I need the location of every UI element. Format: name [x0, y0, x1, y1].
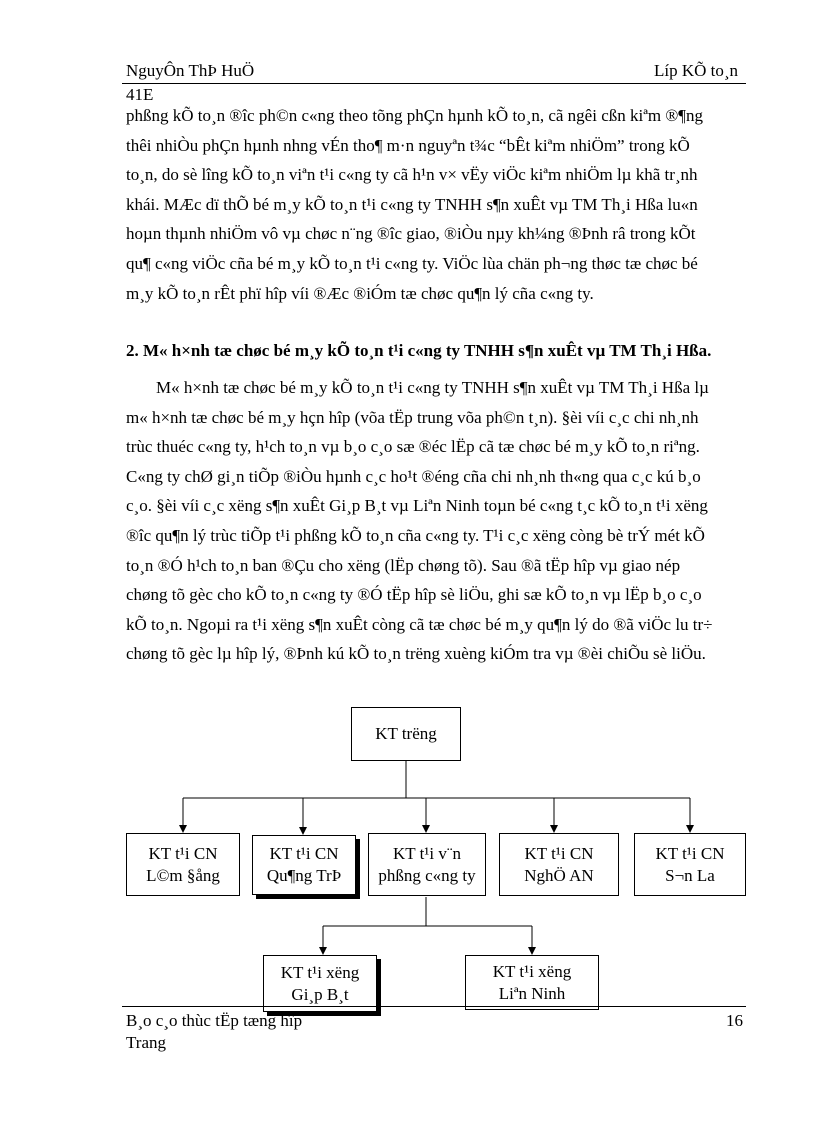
paragraph-line: chøng tõ gèc lµ hîp lý, ®Þnh kú kÕ to¸n trëng xuèng kiÓm tra vµ ®èi chiÕu sè liÖu. [126, 644, 706, 664]
org-box-label: KT t¹i CN [269, 844, 339, 863]
org-box-label: S¬n La [665, 865, 715, 885]
org-box-label: KT t¹i xëng [280, 962, 360, 982]
paragraph-line: khái. MÆc dï thÕ bé m¸y kÕ to¸n t¹i c«ng ty TNHH s¶n xuÊt vµ TM Th¸i Hßa lu«n [126, 194, 698, 214]
org-box-label: L©m §ång [146, 865, 220, 885]
paragraph-line: chøng tõ gèc cho kÕ to¸n c«ng ty ®Ó tËp hîp sè liÖu, ghi sæ kÕ to¸n vµ lËp b¸o c¸o [126, 585, 702, 605]
footer-trang: Trang [126, 1033, 166, 1052]
header-author: NguyÔn ThÞ HuÖ [126, 61, 255, 80]
header-class-number: 41E [126, 85, 154, 104]
org-box-label: KT t¹i xëng [492, 961, 572, 981]
paragraph-line: c¸o. §èi víi c¸c xëng s¶n xuÊt Gi¸p B¸t vµ Liªn Ninh toµn bé c«ng t¸c kÕ to¸n t¹i xëng [126, 496, 708, 516]
section-heading: 2. M« h×nh tæ chøc bé m¸y kÕ to¸n t¹i c«ng ty TNHH s¶n xuÊt vµ TM Th¸i Hßa. [126, 341, 712, 360]
org-box-workshop-giap-bat [263, 955, 377, 1012]
paragraph-line: thêi nhiÒu phÇn hµnh nhng vÉn tho¶ m·n nguyªn t¾c “bÊt kiªm nhiÖm” trong kÕ [126, 135, 690, 155]
org-box-label: Liªn Ninh [498, 983, 566, 1003]
paragraph-line: phßng kÕ to¸n ®îc ph©n c«ng theo tõng phÇn hµnh kÕ to¸n, cã ngêi cßn kiªm ®¶ng [126, 106, 704, 125]
org-box-branch-quang-tri [252, 835, 356, 895]
org-box-label: KT t¹i CN [524, 843, 594, 863]
paragraph-line: C«ng ty chØ gi¸n tiÕp ®iÒu hµnh c¸c ho¹t ®éng cña chi nh¸nh th«ng qua c¸c kú b¸o [126, 466, 701, 486]
org-box-workshop-lien-ninh [465, 955, 599, 1010]
paragraph-line: trùc thuéc c«ng ty, h¹ch to¸n vµ b¸o c¸o sæ ®éc lËp cã tæ chøc bé m¸y kÕ to¸n riªng. [126, 437, 700, 457]
org-box-label: KT t¹i CN [655, 843, 725, 863]
paragraph-line: kÕ to¸n. Ngoµi ra t¹i xëng s¶n xuÊt còng cã tæ chøc bé m¸y qu¶n lý do ®ã viÖc lu tr÷ [126, 614, 713, 634]
org-box-branch-nghe-an [499, 833, 619, 896]
org-box-label: Qu¶ng TrÞ [266, 866, 342, 885]
org-box-label: phßng c«ng ty [378, 865, 476, 885]
org-box-branch-lam-dong [126, 833, 240, 896]
paragraph-line: to¸n, do sè lîng kÕ to¸n viªn t¹i c«ng ty cã h¹n v× vËy viÖc kiªm nhiÖm lµ khã tr¸nh [126, 165, 698, 185]
org-box-label: KT t¹i CN [148, 843, 218, 863]
header-class: Líp KÕ to¸n [654, 61, 739, 80]
org-box-label: KT trëng [375, 724, 437, 743]
footer-rule [122, 1006, 746, 1007]
paragraph-line: m« h×nh tæ chøc bé m¸y hçn hîp (võa tËp trung võa ph©n t¸n). §èi víi c¸c chi nh¸nh [126, 407, 699, 427]
paragraph-line: M« h×nh tæ chøc bé m¸y kÕ to¸n t¹i c«ng ty TNHH s¶n xuÊt vµ TM Th¸i Hßa lµ [156, 378, 709, 397]
paragraph-line: hoµn thµnh nhiÖm vô vµ chøc n¨ng ®îc giao, ®iÒu nµy kh¼ng ®Þnh râ trong kÕt [126, 224, 696, 244]
footer-title: B¸o c¸o thùc tËp tæng hîp [126, 1011, 303, 1030]
org-box-label: KT t¹i v¨n [392, 843, 462, 863]
paragraph-line: to¸n ®Ó h¹ch to¸n ban ®Çu cho xëng (lËp chøng tõ). Sau ®ã tËp hîp vµ giao nép [126, 555, 681, 575]
footer-page-number: 16 [726, 1011, 743, 1030]
org-box-chief-accountant [351, 707, 461, 761]
org-box-label: NghÖ AN [524, 865, 594, 885]
paragraph-line: qu¶ c«ng viÖc cña bé m¸y kÕ to¸n t¹i c«ng ty. ViÖc lùa chän ph¬ng thøc tæ chøc bé [126, 253, 698, 273]
paragraph-line: m¸y kÕ to¸n rÊt phï hîp víi ®Æc ®iÓm tæ chøc qu¶n lý cña c«ng ty. [126, 283, 594, 303]
org-box-branch-son-la [634, 833, 746, 896]
org-box-label: Gi¸p B¸t [291, 984, 349, 1004]
paragraph-line: ®îc qu¶n lý trùc tiÕp t¹i phßng kÕ to¸n cña c«ng ty. T¹i c¸c xëng còng bè trÝ mét kÕ [126, 525, 705, 545]
org-box-head-office [368, 833, 486, 896]
